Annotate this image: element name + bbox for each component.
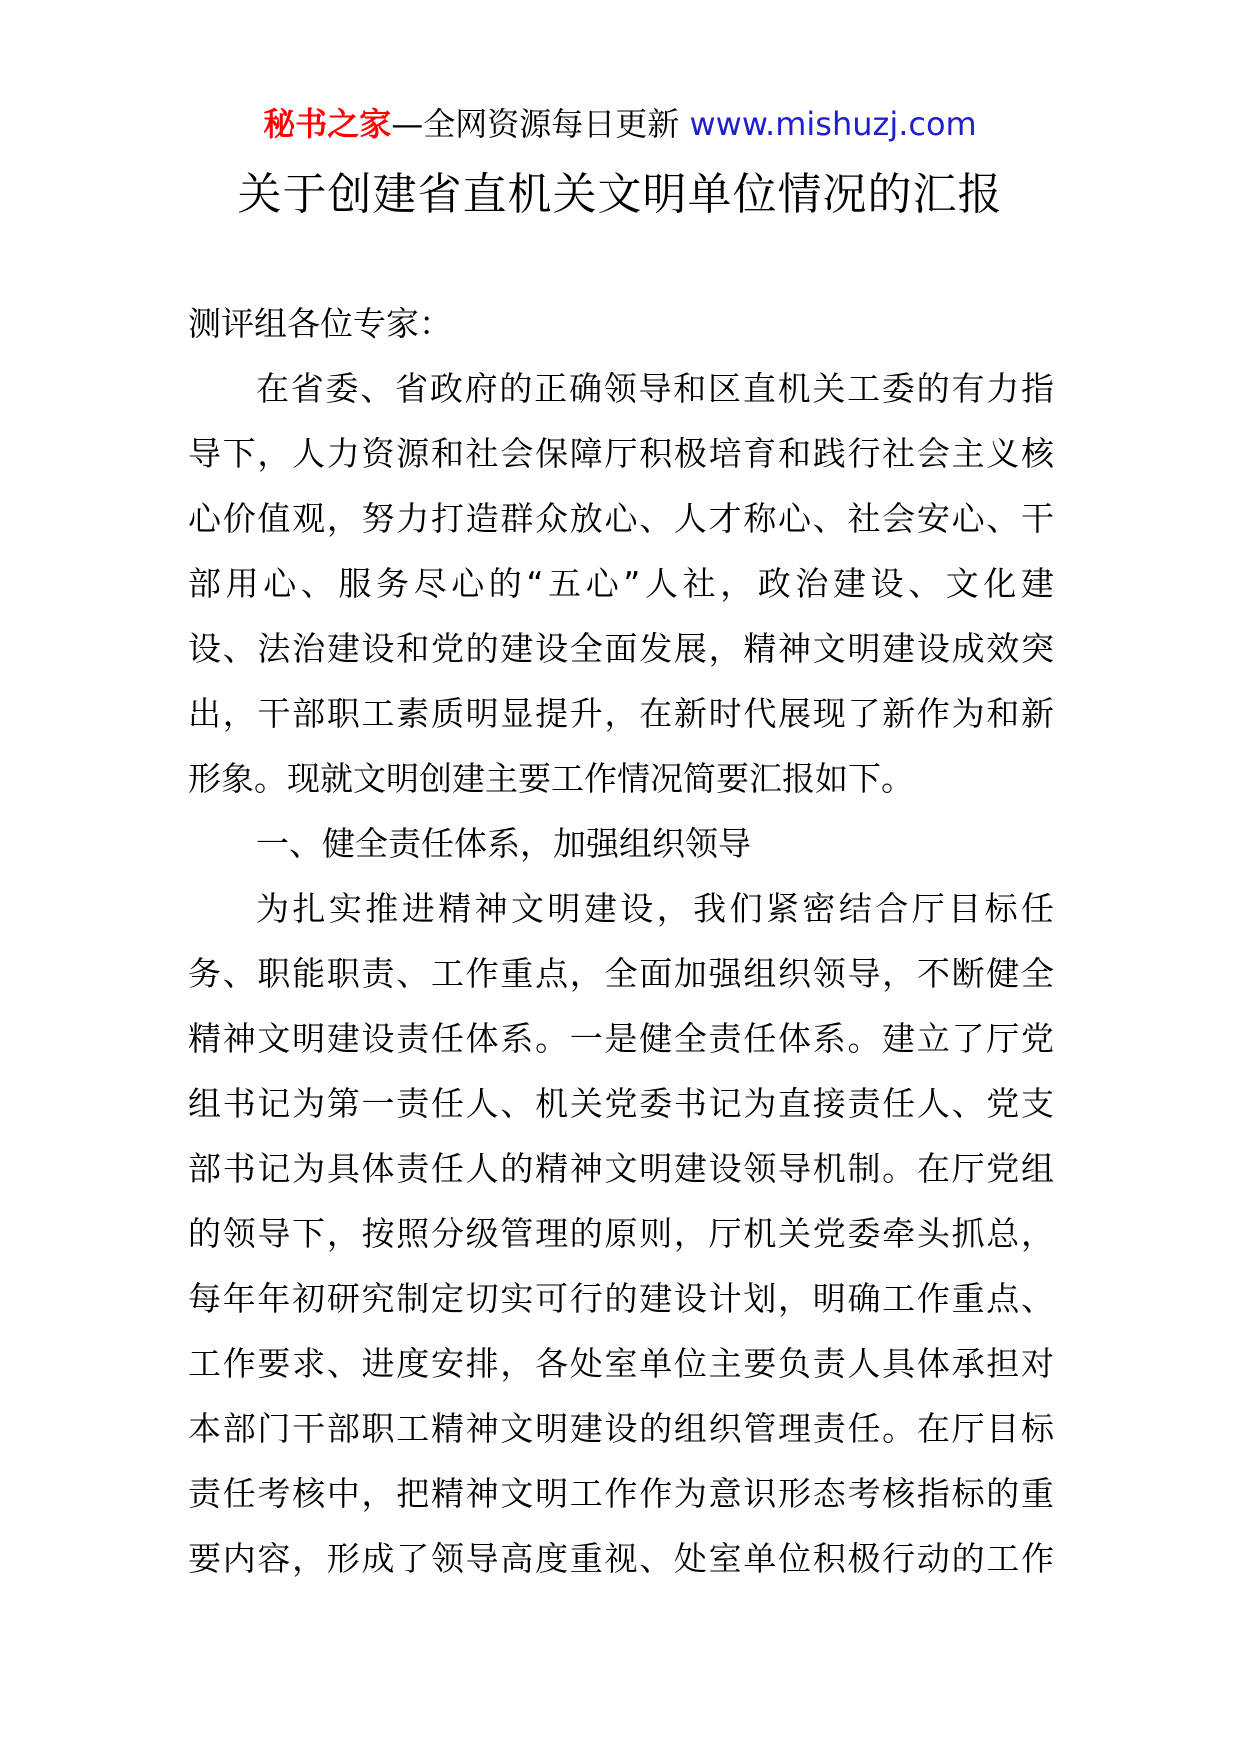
body-line: 在省委、省政府的正确领导和区直机关工委的有力指 (256, 369, 1054, 408)
document-body (188, 291, 1054, 1591)
body-line: 设、法治建设和党的建设全面发展，精神文明建设成效突 (188, 629, 1054, 668)
body-line: 部用心、服务尽心的“五心”人社，政治建设、文化建 (188, 564, 1054, 603)
body-line: 部书记为具体责任人的精神文明建设领导机制。在厅党组 (188, 1149, 1054, 1188)
body-line: 务、职能职责、工作重点，全面加强组织领导，不断健全 (188, 954, 1054, 993)
site-header (0, 100, 1240, 148)
body-line: 的领导下，按照分级管理的原则，厅机关党委牵头抓总， (188, 1214, 1054, 1253)
header-brand: 秘书之家 (263, 105, 392, 143)
body-line: 组书记为第一责任人、机关党委书记为直接责任人、党支 (188, 1084, 1054, 1123)
header-url-link[interactable]: www.mishuzj.com (689, 105, 977, 143)
body-line: 为扎实推进精神文明建设，我们紧密结合厅目标任 (256, 889, 1054, 928)
body-line: 形象。现就文明创建主要工作情况简要汇报如下。 (188, 759, 914, 798)
body-line: 出，干部职工素质明显提升，在新时代展现了新作为和新 (188, 694, 1054, 733)
section-heading: 一、健全责任体系，加强组织领导 (256, 824, 751, 863)
body-line: 本部门干部职工精神文明建设的组织管理责任。在厅目标 (188, 1409, 1054, 1448)
document-title: 关于创建省直机关文明单位情况的汇报 (237, 169, 1003, 220)
salutation: 测评组各位专家： (188, 304, 452, 343)
body-line: 心价值观，努力打造群众放心、人才称心、社会安心、干 (188, 499, 1054, 538)
body-line: 工作要求、进度安排，各处室单位主要负责人具体承担对 (188, 1344, 1054, 1383)
body-line: 责任考核中，把精神文明工作作为意识形态考核指标的重 (188, 1474, 1054, 1513)
body-line: 导下，人力资源和社会保障厅积极培育和践行社会主义核 (188, 434, 1054, 473)
body-line: 每年年初研究制定切实可行的建设计划，明确工作重点、 (188, 1279, 1054, 1318)
body-line: 要内容，形成了领导高度重视、处室单位积极行动的工作 (188, 1539, 1054, 1578)
body-line: 精神文明建设责任体系。一是健全责任体系。建立了厅党 (188, 1019, 1054, 1058)
header-slogan: —全网资源每日更新 (391, 105, 690, 143)
